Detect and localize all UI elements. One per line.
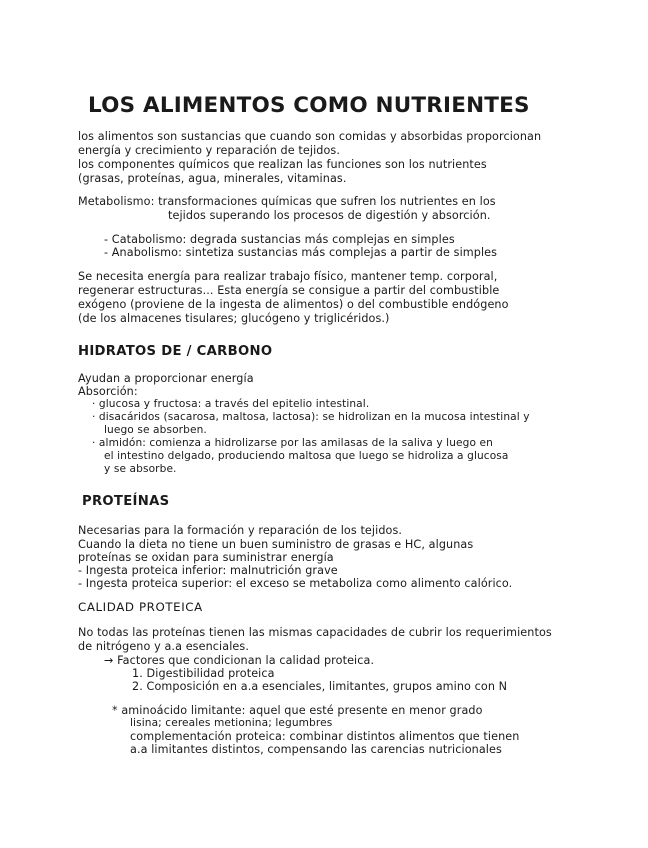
quality-factors-line: → Factores que condicionan la calidad proteica. (104, 654, 375, 667)
protein-quality-line: No todas las proteínas tienen las mismas capacidades de cubrir los requerimientos (78, 626, 552, 639)
intro-line: los componentes químicos que realizan las funciones son los nutrientes (78, 158, 487, 171)
intro-line: los alimentos son sustancias que cuando son comidas y absorbidas proporcionan (78, 130, 542, 143)
intro-line: energía y crecimiento y reparación de tejidos. (78, 144, 341, 157)
protein-quality-line: de nitrógeno y a.a esenciales. (78, 640, 249, 653)
proteins-line: - Ingesta proteica inferior: malnutrición grave (78, 564, 338, 577)
intro-line: (grasas, proteínas, agua, minerales, vitaminas. (78, 172, 347, 185)
energy-paragraph-line: exógeno (proviene de la ingesta de alimentos) o del combustible endógeno (78, 298, 509, 311)
proteins-line: proteínas se oxidan para suministrar energía (78, 551, 334, 564)
anabolism-item: - Anabolismo: sintetiza sustancias más complejas a partir de simples (104, 246, 498, 259)
catabolism-item: - Catabolismo: degrada sustancias más complejas en simples (104, 233, 455, 246)
metabolism-definition: Metabolismo: transformaciones químicas que sufren los nutrientes en los (78, 195, 496, 208)
proteins-line: Necesarias para la formación y reparación de los tejidos. (78, 524, 403, 537)
limiting-amino-acid-line: * aminoácido limitante: aquel que esté presente en menor grado (112, 704, 483, 717)
carbohydrates-bullet-cont: y se absorbe. (104, 463, 177, 475)
quality-factor-item: 2. Composición en a.a esenciales, limitantes, grupos amino con N (132, 680, 508, 693)
energy-paragraph-line: Se necesita energía para realizar trabajo físico, mantener temp. corporal, (78, 270, 498, 283)
proteins-heading: PROTEÍNAS (82, 494, 170, 509)
carbohydrates-bullet: · glucosa y fructosa: a través del epitelio intestinal. (92, 398, 370, 410)
metabolism-definition-cont: tejidos superando los procesos de digestión y absorción. (168, 209, 491, 222)
carbohydrates-line: Absorción: (78, 385, 138, 398)
energy-paragraph-line: (de los almacenes tisulares; glucógeno y triglicéridos.) (78, 312, 390, 325)
carbohydrates-line: Ayudan a proporcionar energía (78, 372, 254, 385)
protein-quality-heading: CALIDAD PROTEICA (78, 600, 203, 614)
carbohydrates-bullet-cont: luego se absorben. (104, 424, 207, 436)
protein-complementation-line: a.a limitantes distintos, compensando las carencias nutricionales (130, 743, 502, 756)
energy-paragraph-line: regenerar estructuras... Esta energía se consigue a partir del combustible (78, 284, 500, 297)
carbohydrates-heading: HIDRATOS DE / CARBONO (78, 344, 273, 359)
page-title: LOS ALIMENTOS COMO NUTRIENTES (88, 93, 530, 118)
carbohydrates-bullet: · almidón: comienza a hidrolizarse por las amilasas de la saliva y luego en (92, 437, 493, 449)
proteins-line: Cuando la dieta no tiene un buen suministro de grasas e HC, algunas (78, 538, 474, 551)
limiting-amino-acid-examples: lisina; cereales metionina; legumbres (130, 717, 333, 729)
proteins-line: - Ingesta proteica superior: el exceso se metaboliza como alimento calórico. (78, 577, 513, 590)
carbohydrates-bullet: · disacáridos (sacarosa, maltosa, lactosa): se hidrolizan en la mucosa intestinal y (92, 411, 530, 423)
carbohydrates-bullet-cont: el intestino delgado, produciendo maltosa que luego se hidroliza a glucosa (104, 450, 509, 462)
protein-complementation-line: complementación proteica: combinar distintos alimentos que tienen (130, 730, 520, 743)
quality-factor-item: 1. Digestibilidad proteica (132, 667, 275, 680)
